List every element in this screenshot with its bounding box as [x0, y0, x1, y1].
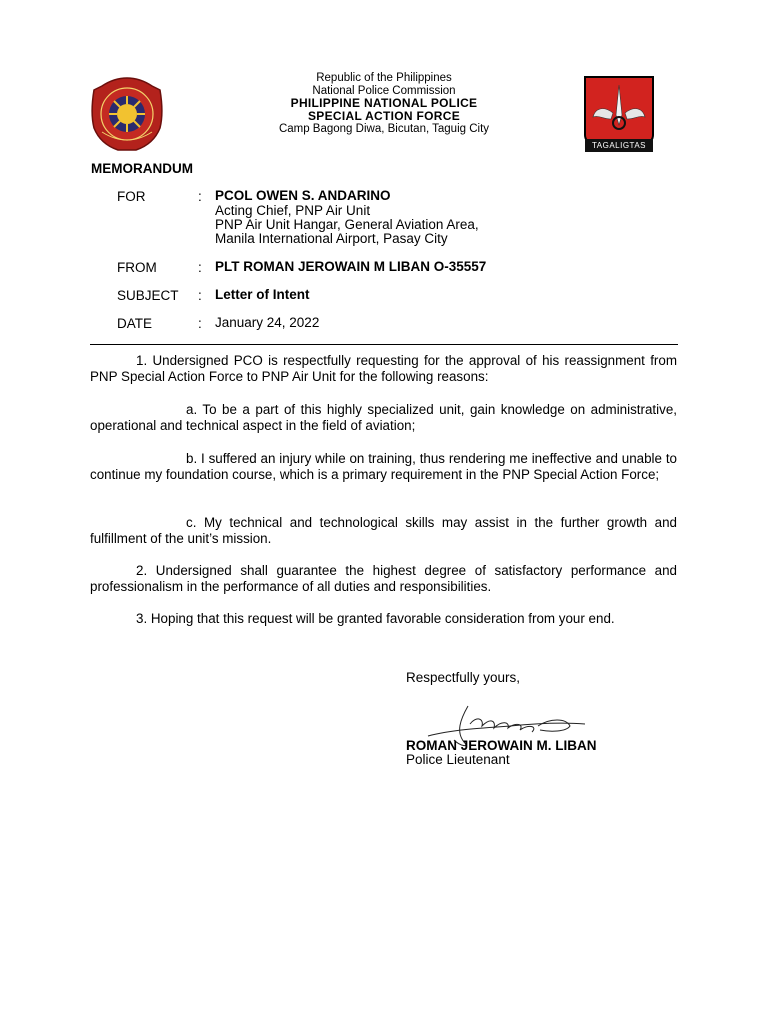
- subject-colon: :: [198, 288, 202, 303]
- saf-logo-text: TAGALIGTAS: [591, 141, 647, 150]
- header-napolcom: National Police Commission: [312, 85, 456, 97]
- for-position: Acting Chief, PNP Air Unit: [215, 203, 371, 218]
- header-pnp: PHILIPPINE NATIONAL POLICE: [290, 96, 478, 110]
- header-republic: Republic of the Philippines: [316, 72, 452, 84]
- paragraph-b: b. I suffered an injury while on training, thus rendering me ineffective and unable to continue my foundation course, which is a primary requirement in the PNP Special Action Force;: [90, 451, 677, 482]
- for-label: FOR: [117, 189, 146, 204]
- paragraph-1: 1. Undersigned PCO is respectfully requesting for the approval of his reassignment from PNP Special Action Force to PNP Air Unit for the following reasons:: [90, 353, 677, 384]
- signatory-rank: Police Lieutenant: [406, 752, 510, 767]
- from-value: PLT ROMAN JEROWAIN M LIBAN O-35557: [215, 259, 487, 274]
- for-address-1: PNP Air Unit Hangar, General Aviation Area,: [215, 217, 479, 232]
- paragraph-3: 3. Hoping that this request will be granted favorable consideration from your end.: [136, 611, 615, 626]
- from-label: FROM: [117, 260, 157, 275]
- date-colon: :: [198, 316, 202, 331]
- for-colon: :: [198, 189, 202, 204]
- from-colon: :: [198, 260, 202, 275]
- saf-logo: [583, 75, 655, 154]
- pnp-seal-logo: [90, 76, 164, 152]
- header-address: Camp Bagong Diwa, Bicutan, Taguig City: [278, 123, 490, 135]
- for-address-2: Manila International Airport, Pasay City: [215, 231, 448, 246]
- date-value: January 24, 2022: [215, 315, 320, 330]
- paragraph-2: 2. Undersigned shall guarantee the highest degree of satisfactory performance and professionalism in the performance of all duties and responsibilities.: [90, 563, 677, 594]
- header-divider: [90, 344, 678, 345]
- for-name: PCOL OWEN S. ANDARINO: [215, 188, 391, 203]
- closing-salutation: Respectfully yours,: [406, 670, 521, 685]
- paragraph-a: a. To be a part of this highly specialized unit, gain knowledge on administrative, operational and technical aspect in the field of aviation;: [90, 402, 677, 433]
- date-label: DATE: [117, 316, 153, 331]
- subject-label: SUBJECT: [117, 288, 179, 303]
- paragraph-c: c. My technical and technological skills may assist in the further growth and fulfillment of the unit’s mission.: [90, 515, 677, 546]
- subject-value: Letter of Intent: [215, 287, 310, 302]
- memo-title: MEMORANDUM: [91, 161, 193, 176]
- signatory-name: ROMAN JEROWAIN M. LIBAN: [406, 738, 597, 753]
- header-saf: SPECIAL ACTION FORCE: [307, 109, 460, 123]
